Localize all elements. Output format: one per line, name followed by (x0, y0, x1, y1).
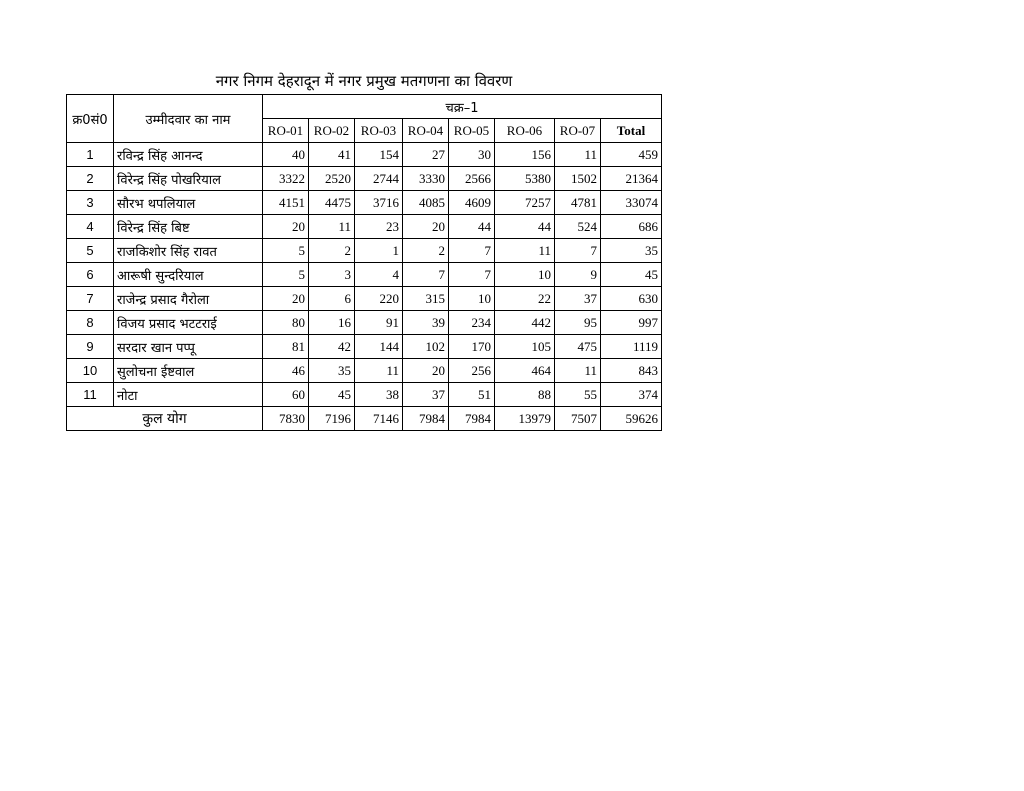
vote-cell: 41 (309, 143, 355, 167)
table-row (67, 215, 662, 239)
ro-header: RO-07 (555, 119, 601, 143)
vote-cell: 3322 (263, 167, 309, 191)
table-footer (67, 407, 662, 431)
vote-cell: 11 (495, 239, 555, 263)
candidate-name-cell: राजेन्द्र प्रसाद गैरोला (114, 287, 263, 311)
vote-cell: 39 (403, 311, 449, 335)
vote-cell: 2520 (309, 167, 355, 191)
serial-cell: 4 (67, 215, 114, 239)
serial-cell: 6 (67, 263, 114, 287)
round-total-cell: 7146 (355, 407, 403, 431)
grand-total-label: कुल योग (67, 407, 263, 431)
row-total-cell: 45 (601, 263, 662, 287)
vote-cell: 91 (355, 311, 403, 335)
vote-cell: 11 (355, 359, 403, 383)
table-row (67, 263, 662, 287)
round-total-cell: 7507 (555, 407, 601, 431)
vote-cell: 156 (495, 143, 555, 167)
row-total-cell: 997 (601, 311, 662, 335)
serial-cell: 7 (67, 287, 114, 311)
round-header: चक्र–1 (263, 95, 662, 119)
row-total-cell: 630 (601, 287, 662, 311)
table-row (67, 143, 662, 167)
serial-cell: 5 (67, 239, 114, 263)
vote-cell: 7 (449, 239, 495, 263)
round-total-cell: 7984 (449, 407, 495, 431)
serial-cell: 11 (67, 383, 114, 407)
vote-cell: 2 (403, 239, 449, 263)
table-row (67, 335, 662, 359)
vote-cell: 464 (495, 359, 555, 383)
vote-cell: 2744 (355, 167, 403, 191)
vote-cell: 55 (555, 383, 601, 407)
vote-cell: 4151 (263, 191, 309, 215)
grand-total-cell: 59626 (601, 407, 662, 431)
vote-cell: 1502 (555, 167, 601, 191)
vote-cell: 20 (263, 287, 309, 311)
vote-cell: 102 (403, 335, 449, 359)
candidate-name-cell: सरदार खान पप्पू (114, 335, 263, 359)
vote-cell: 475 (555, 335, 601, 359)
table-row (67, 167, 662, 191)
vote-cell: 38 (355, 383, 403, 407)
vote-cell: 81 (263, 335, 309, 359)
vote-cell: 5 (263, 239, 309, 263)
serial-cell: 2 (67, 167, 114, 191)
vote-cell: 5380 (495, 167, 555, 191)
vote-cell: 37 (555, 287, 601, 311)
candidate-name-cell: विरेन्द्र सिंह बिष्ट (114, 215, 263, 239)
serial-cell: 10 (67, 359, 114, 383)
vote-cell: 7257 (495, 191, 555, 215)
table-row (67, 239, 662, 263)
row-total-cell: 35 (601, 239, 662, 263)
vote-cell: 46 (263, 359, 309, 383)
vote-cell: 35 (309, 359, 355, 383)
vote-cell: 16 (309, 311, 355, 335)
candidate-name-cell: विजय प्रसाद भटटराई (114, 311, 263, 335)
table-header (67, 95, 662, 143)
vote-cell: 234 (449, 311, 495, 335)
table-row (67, 383, 662, 407)
vote-cell: 10 (449, 287, 495, 311)
vote-cell: 7 (449, 263, 495, 287)
vote-cell: 30 (449, 143, 495, 167)
vote-cell: 4781 (555, 191, 601, 215)
vote-cell: 20 (263, 215, 309, 239)
vote-cell: 11 (555, 143, 601, 167)
vote-cell: 9 (555, 263, 601, 287)
round-total-cell: 7830 (263, 407, 309, 431)
row-total-cell: 459 (601, 143, 662, 167)
vote-cell: 170 (449, 335, 495, 359)
page-title: नगर निगम देहरादून में नगर प्रमुख मतगणना का विवरण (215, 72, 513, 90)
vote-cell: 45 (309, 383, 355, 407)
round-total-cell: 7196 (309, 407, 355, 431)
candidate-name-cell: विरेन्द्र सिंह पोखरियाल (114, 167, 263, 191)
ro-header: RO-04 (403, 119, 449, 143)
vote-cell: 220 (355, 287, 403, 311)
ro-header: RO-01 (263, 119, 309, 143)
vote-cell: 4609 (449, 191, 495, 215)
candidate-name-cell: राजकिशोर सिंह रावत (114, 239, 263, 263)
vote-cell: 23 (355, 215, 403, 239)
candidate-header: उम्मीदवार का नाम (114, 95, 263, 143)
vote-cell: 5 (263, 263, 309, 287)
vote-cell: 20 (403, 215, 449, 239)
table-body (67, 143, 662, 407)
grand-total-row (67, 407, 662, 431)
serial-cell: 9 (67, 335, 114, 359)
header-row-1 (67, 95, 662, 119)
vote-cell: 4 (355, 263, 403, 287)
vote-cell: 51 (449, 383, 495, 407)
candidate-name-cell: रविन्द्र सिंह आनन्द (114, 143, 263, 167)
vote-cell: 2566 (449, 167, 495, 191)
vote-cell: 524 (555, 215, 601, 239)
vote-cell: 4475 (309, 191, 355, 215)
vote-cell: 44 (449, 215, 495, 239)
vote-cell: 42 (309, 335, 355, 359)
vote-cell: 144 (355, 335, 403, 359)
row-total-cell: 686 (601, 215, 662, 239)
candidate-name-cell: आरूषी सुन्दरियाल (114, 263, 263, 287)
round-total-cell: 7984 (403, 407, 449, 431)
vote-cell: 315 (403, 287, 449, 311)
vote-cell: 154 (355, 143, 403, 167)
vote-cell: 3 (309, 263, 355, 287)
vote-cell: 7 (555, 239, 601, 263)
serial-cell: 3 (67, 191, 114, 215)
row-total-cell: 33074 (601, 191, 662, 215)
vote-cell: 442 (495, 311, 555, 335)
candidate-name-cell: नोटा (114, 383, 263, 407)
serial-header: क्र0सं0 (67, 95, 114, 143)
round-total-cell: 13979 (495, 407, 555, 431)
row-total-cell: 1119 (601, 335, 662, 359)
vote-cell: 22 (495, 287, 555, 311)
vote-cell: 256 (449, 359, 495, 383)
vote-cell: 7 (403, 263, 449, 287)
vote-cell: 40 (263, 143, 309, 167)
vote-cell: 3330 (403, 167, 449, 191)
vote-cell: 88 (495, 383, 555, 407)
vote-cell: 11 (555, 359, 601, 383)
ro-header: RO-05 (449, 119, 495, 143)
vote-cell: 95 (555, 311, 601, 335)
vote-cell: 60 (263, 383, 309, 407)
table-row (67, 287, 662, 311)
total-header: Total (601, 119, 662, 143)
ro-header: RO-06 (495, 119, 555, 143)
row-total-cell: 374 (601, 383, 662, 407)
table-row (67, 311, 662, 335)
table-row (67, 359, 662, 383)
vote-cell: 4085 (403, 191, 449, 215)
candidate-name-cell: सौरभ थपलियाल (114, 191, 263, 215)
vote-cell: 1 (355, 239, 403, 263)
vote-cell: 80 (263, 311, 309, 335)
ro-header: RO-03 (355, 119, 403, 143)
vote-cell: 10 (495, 263, 555, 287)
row-total-cell: 843 (601, 359, 662, 383)
row-total-cell: 21364 (601, 167, 662, 191)
candidate-name-cell: सुलोचना ईष्टवाल (114, 359, 263, 383)
vote-cell: 11 (309, 215, 355, 239)
vote-cell: 6 (309, 287, 355, 311)
vote-cell: 105 (495, 335, 555, 359)
vote-cell: 37 (403, 383, 449, 407)
table-row (67, 191, 662, 215)
vote-cell: 27 (403, 143, 449, 167)
vote-cell: 20 (403, 359, 449, 383)
serial-cell: 1 (67, 143, 114, 167)
vote-cell: 2 (309, 239, 355, 263)
ro-header: RO-02 (309, 119, 355, 143)
serial-cell: 8 (67, 311, 114, 335)
results-table (66, 94, 662, 431)
vote-cell: 3716 (355, 191, 403, 215)
vote-cell: 44 (495, 215, 555, 239)
